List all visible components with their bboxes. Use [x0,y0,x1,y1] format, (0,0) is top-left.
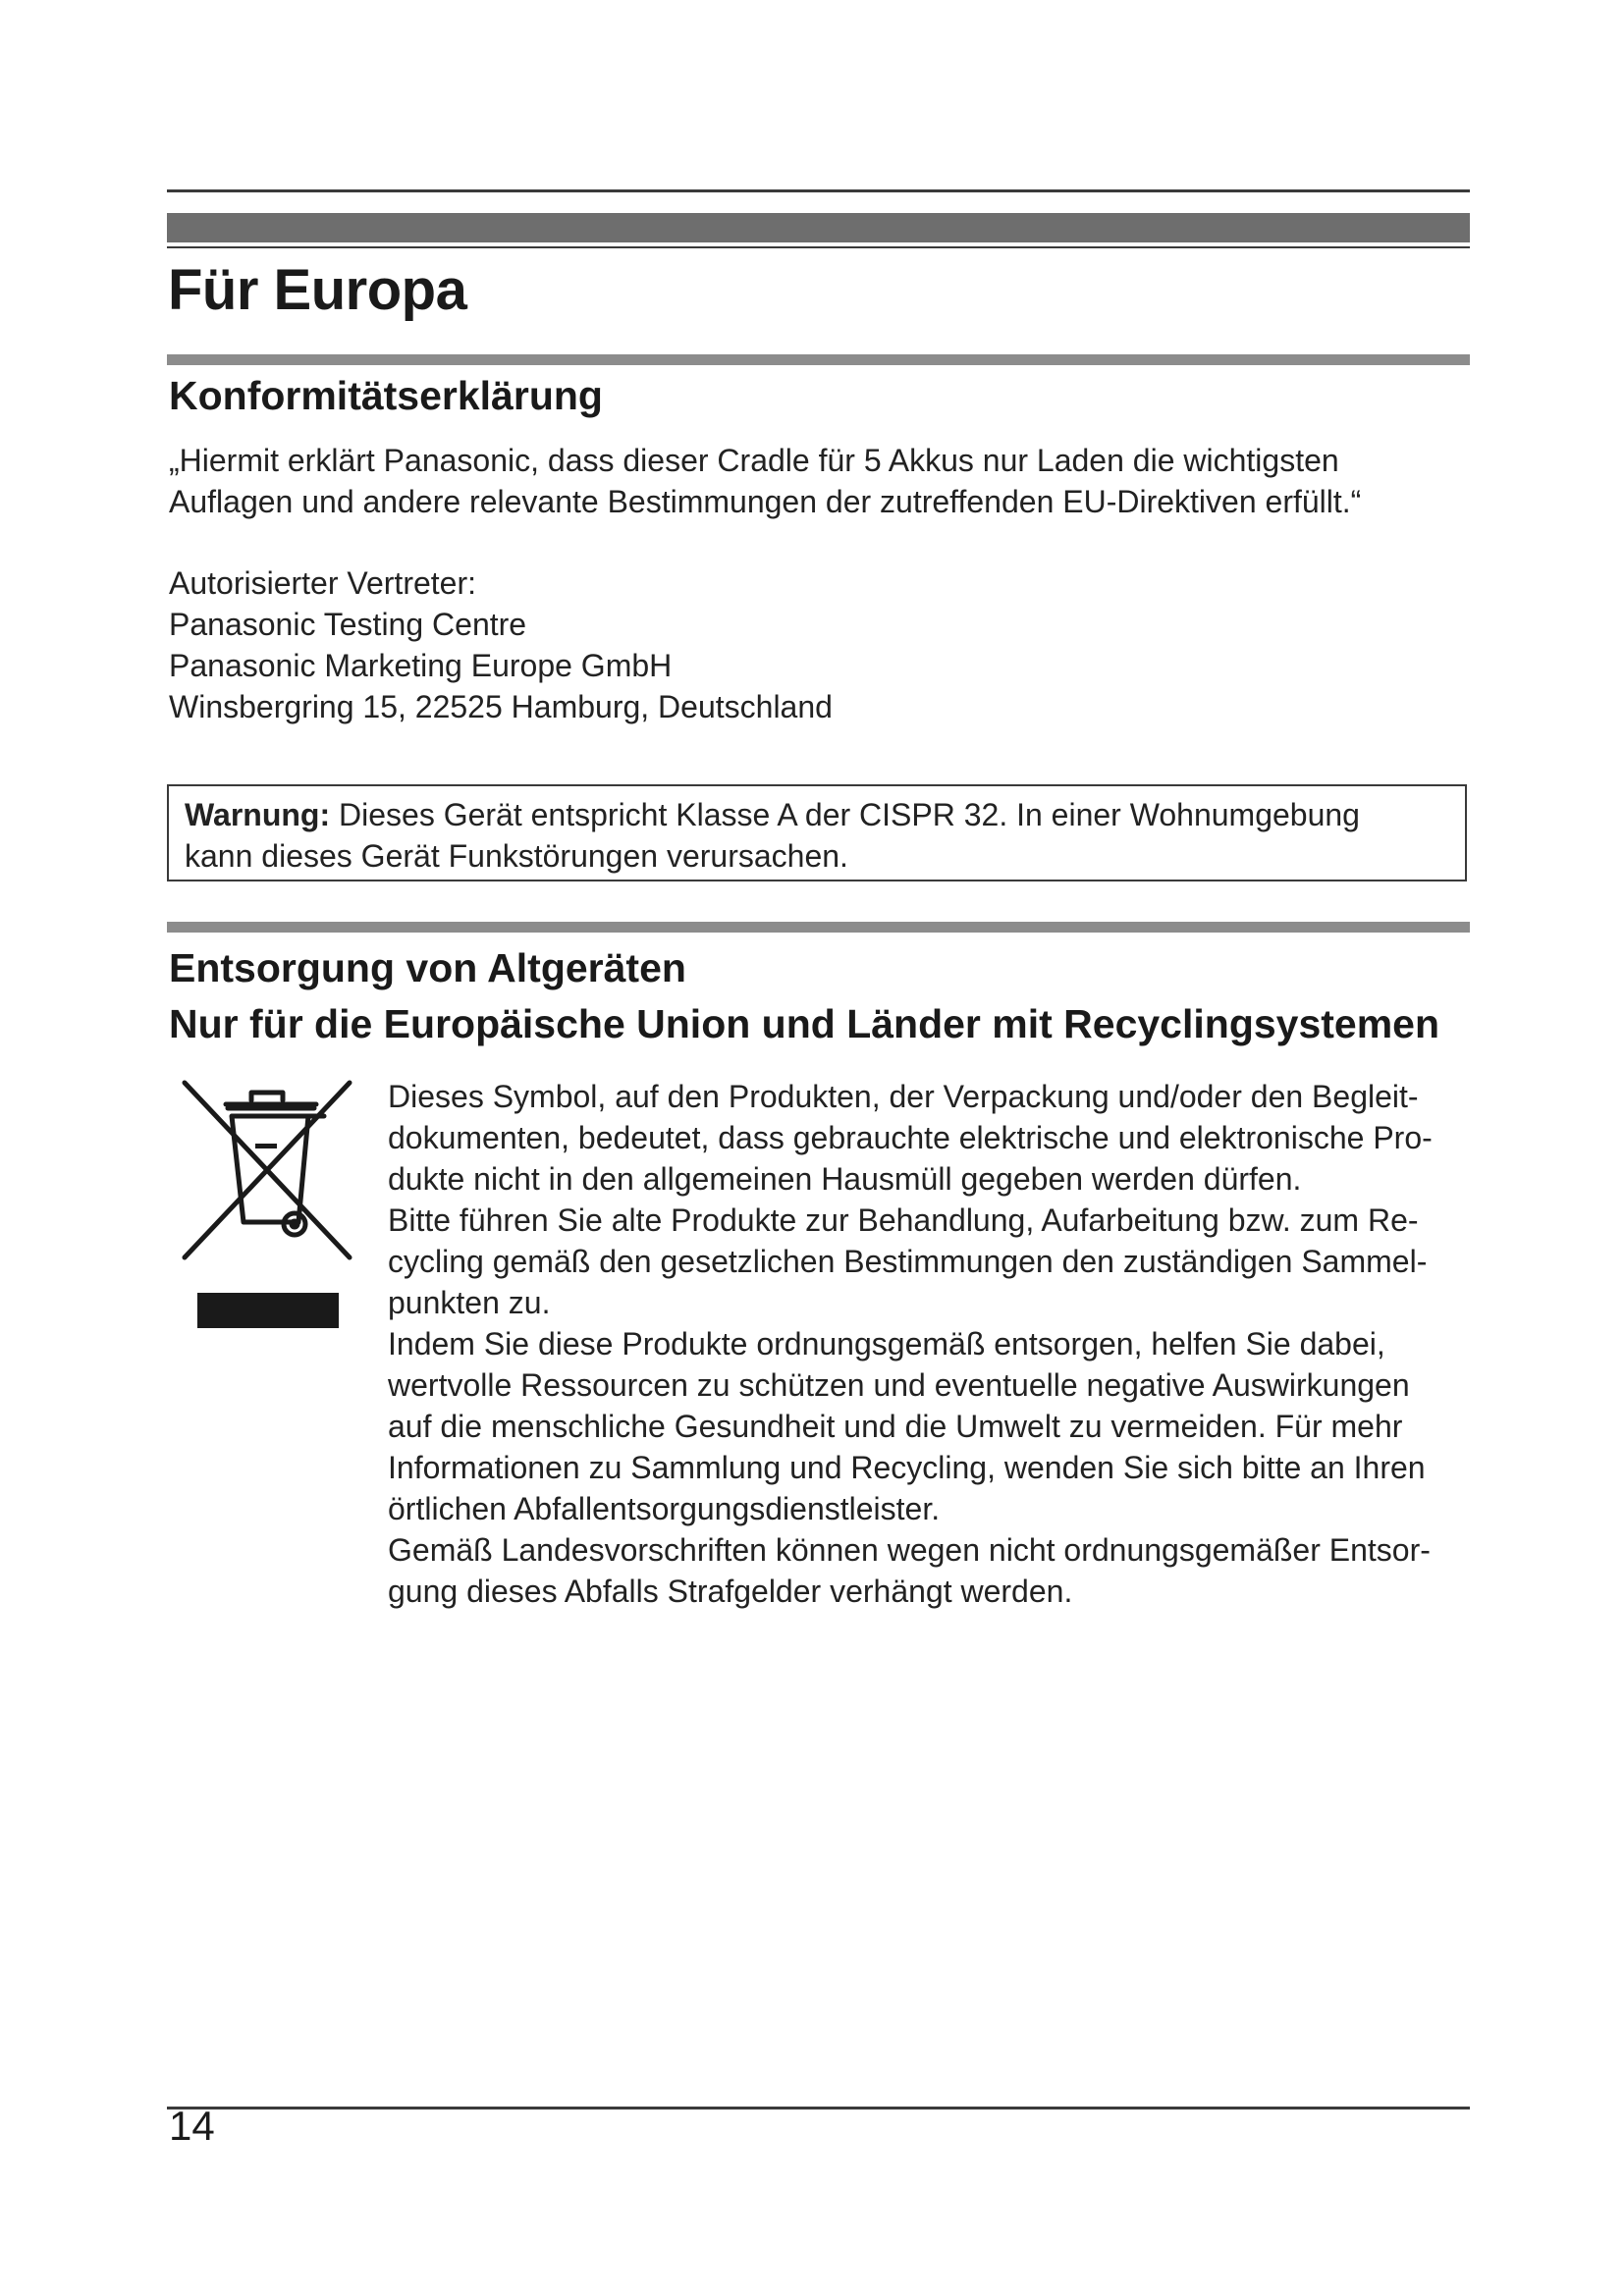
disposal-heading: Entsorgung von Altgeräten [169,945,686,990]
warning-box [167,784,1467,881]
warning-text-1: Dieses Gerät entspricht Klasse A der CISPR 32. In einer Wohnumgebung [330,797,1360,832]
representative-line: Winsbergring 15, 22525 Hamburg, Deutschland [169,689,833,724]
warning-label: Warnung: [185,797,331,832]
header-band-underline [167,246,1470,248]
page-number: 14 [169,2103,215,2149]
section-band-conformity [167,354,1470,365]
conformity-heading: Konformitätserklärung [169,373,603,418]
disposal-line: Informationen zu Sammlung und Recycling, wenden Sie sich bitte an Ihren [388,1450,1426,1485]
top-rule [167,189,1470,192]
conformity-line: „Hiermit erklärt Panasonic, dass dieser Cradle für 5 Akkus nur Laden die wichtigsten [169,443,1339,478]
disposal-subheading: Nur für die Europäische Union und Länder mit Recyclingsystemen [169,1001,1440,1046]
conformity-statement [169,440,1361,522]
disposal-line: wertvolle Ressourcen zu schützen und eventuelle negative Auswirkungen [388,1367,1410,1403]
disposal-line: Bitte führen Sie alte Produkte zur Behandlung, Aufarbeitung bzw. zum Re- [388,1202,1419,1238]
disposal-line: Indem Sie diese Produkte ordnungsgemäß entsorgen, helfen Sie dabei, [388,1326,1385,1362]
warning-line-1 [185,794,1449,835]
section-band-disposal [167,922,1470,933]
representative-line: Panasonic Marketing Europe GmbH [169,648,673,683]
footer-rule [167,2107,1470,2109]
warning-line-2: kann dieses Gerät Funkstörungen verursachen. [185,838,848,874]
representative-line: Panasonic Testing Centre [169,607,527,642]
conformity-line: Auflagen und andere relevante Bestimmungen der zutreffenden EU-Direktiven erfüllt.“ [169,484,1362,519]
crossed-bin-icon [177,1075,363,1266]
disposal-line: dokumenten, bedeutet, dass gebrauchte elektrische und elektronische Pro- [388,1120,1433,1155]
disposal-line: Gemäß Landesvorschriften können wegen nicht ordnungsgemäßer Entsor- [388,1532,1431,1568]
disposal-line: cycling gemäß den gesetzlichen Bestimmungen den zuständigen Sammel- [388,1244,1428,1279]
disposal-line: dukte nicht in den allgemeinen Hausmüll gegeben werden dürfen. [388,1161,1302,1197]
disposal-line: auf die menschliche Gesundheit und die Umwelt zu vermeiden. Für mehr [388,1409,1403,1444]
disposal-line: gung dieses Abfalls Strafgelder verhängt werden. [388,1574,1073,1609]
weee-date-bar [197,1293,339,1328]
representative-line: Autorisierter Vertreter: [169,565,476,601]
disposal-line: örtlichen Abfallentsorgungsdienstleister. [388,1491,941,1526]
disposal-line: punkten zu. [388,1285,551,1320]
disposal-text [388,1076,1433,1612]
disposal-line: Dieses Symbol, auf den Produkten, der Verpackung und/oder den Begleit- [388,1079,1419,1114]
representative-address [169,562,833,727]
page-title: Für Europa [168,258,467,322]
header-band [167,213,1470,242]
